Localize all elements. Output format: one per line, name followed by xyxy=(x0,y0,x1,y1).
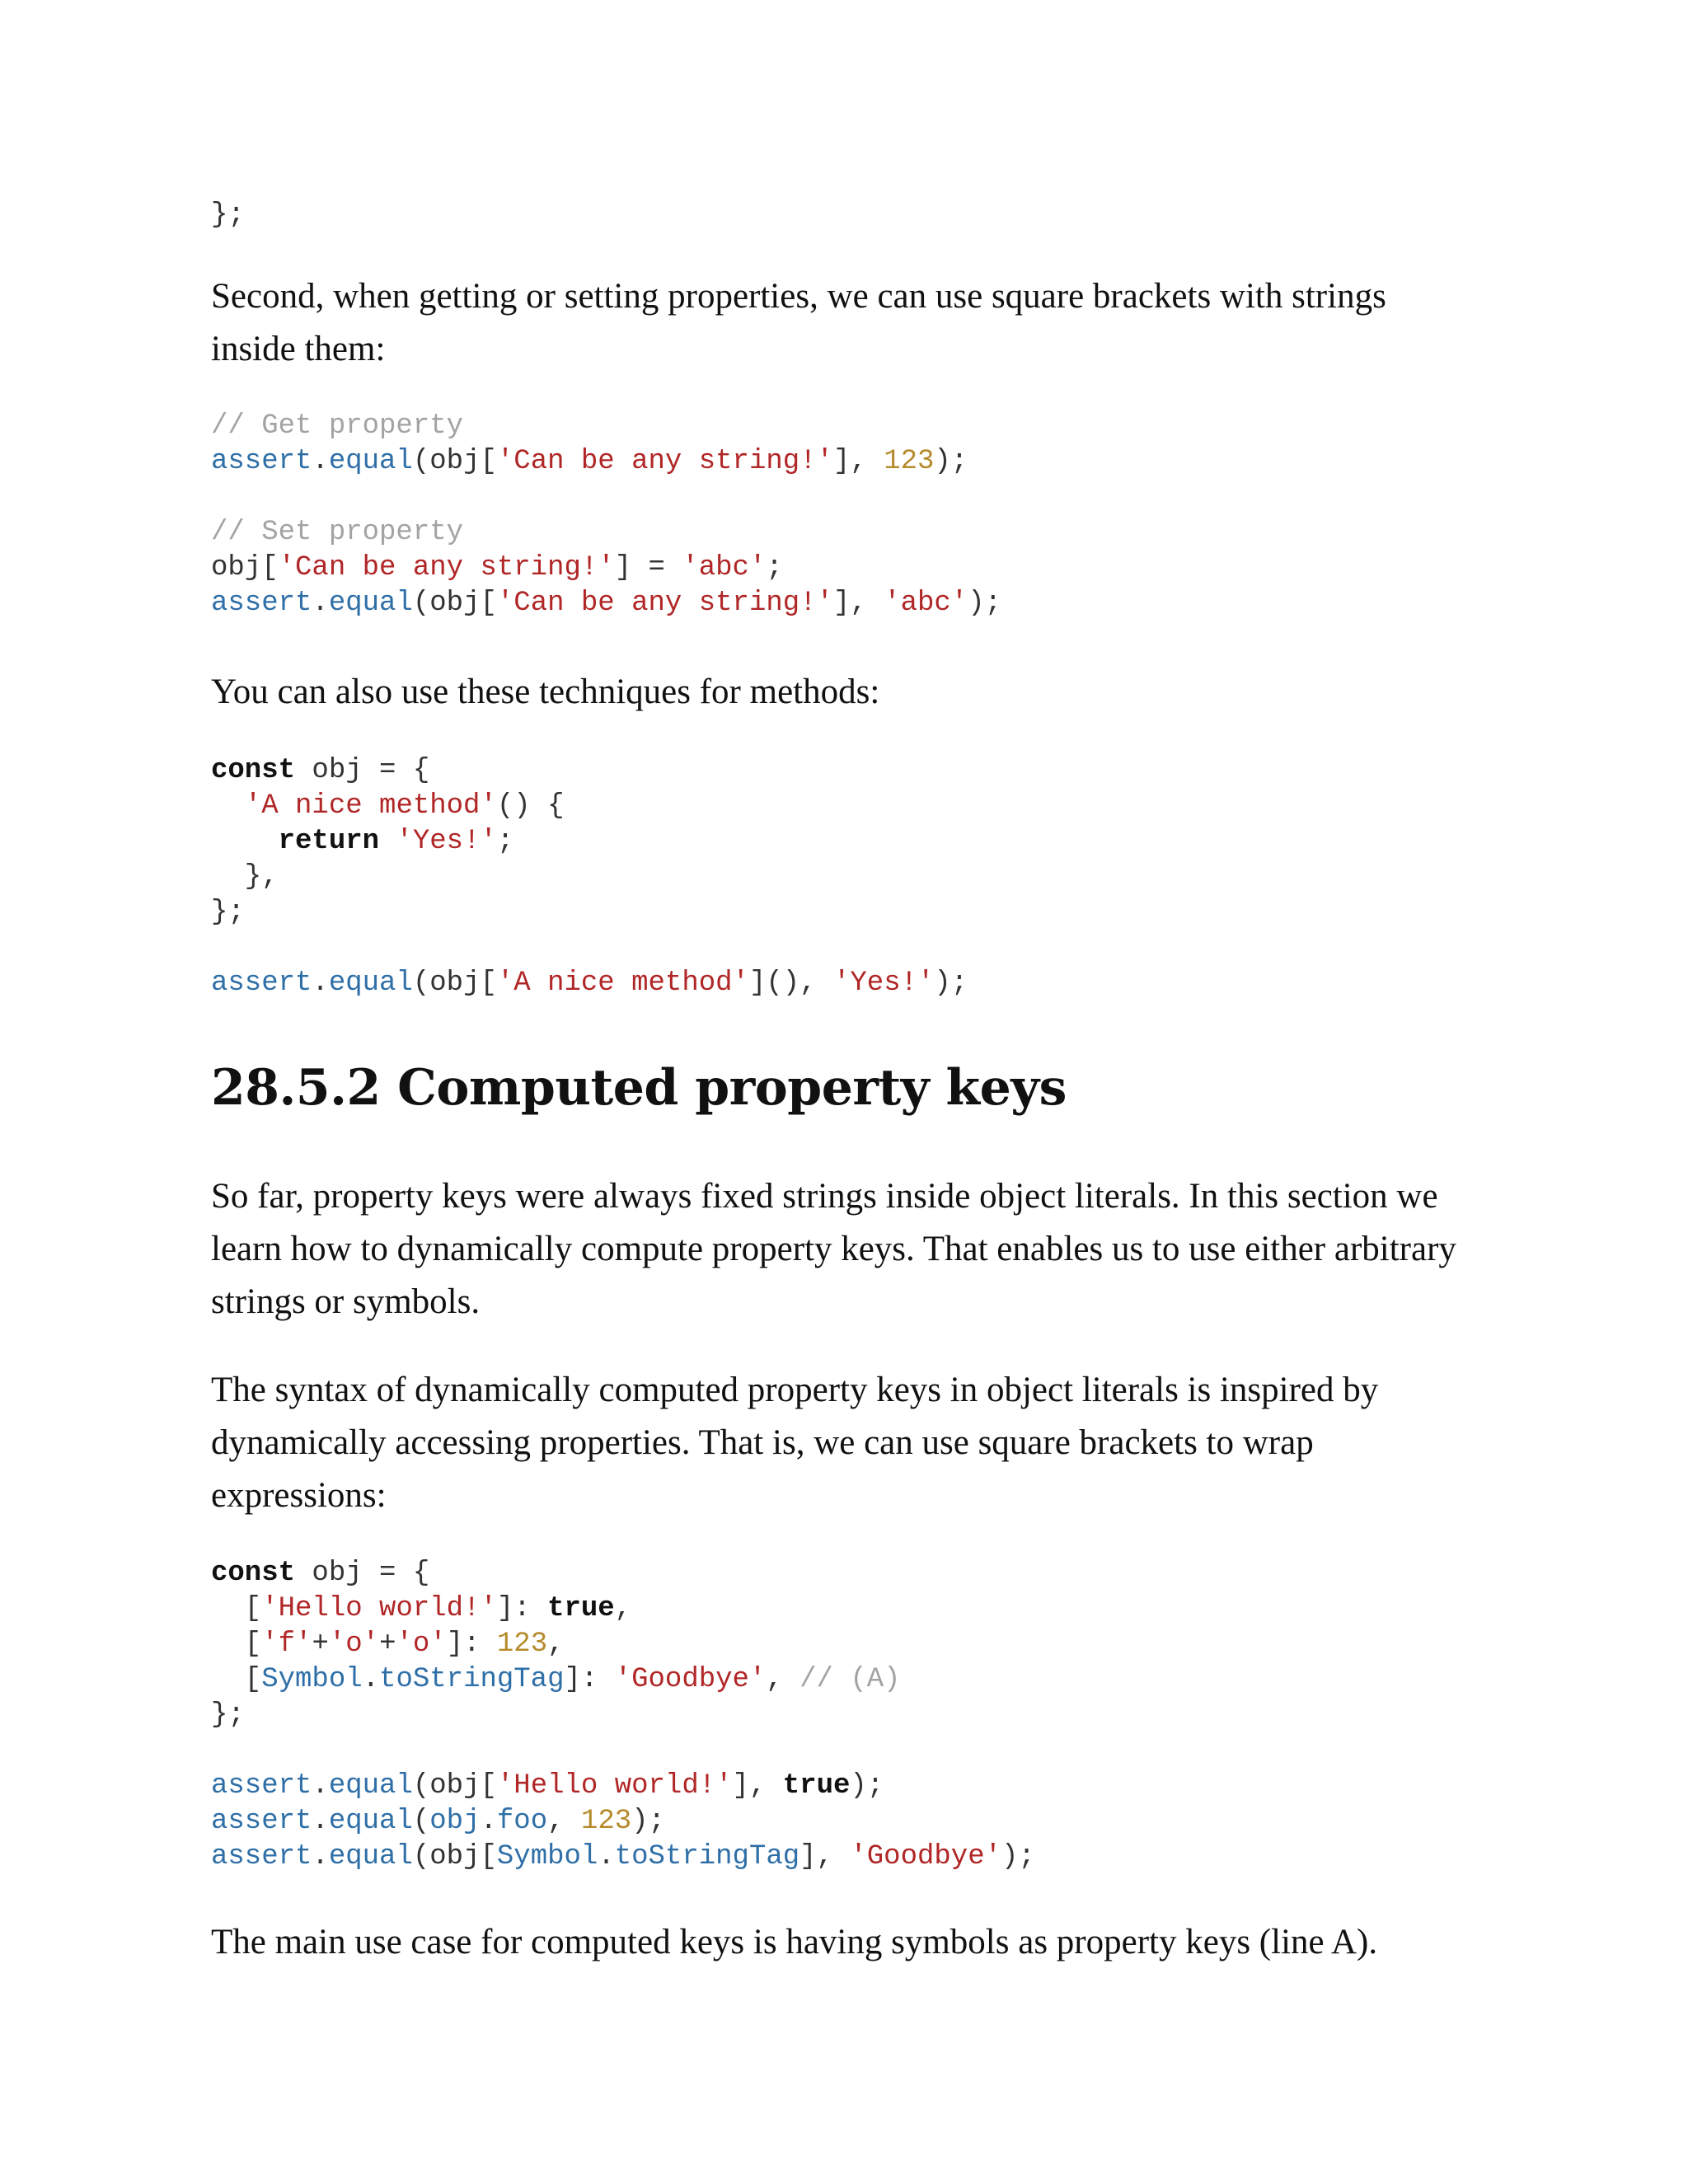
code-token: + xyxy=(312,1629,329,1660)
code-line xyxy=(211,789,968,824)
code-token: 'Can be any string!' xyxy=(278,552,615,583)
code-token: + xyxy=(379,1629,396,1660)
code-token: 'A nice method' xyxy=(244,790,497,822)
code-token: Symbol xyxy=(261,1664,363,1695)
code-token: const xyxy=(211,755,296,786)
code-line xyxy=(211,444,1001,480)
code-token: ( xyxy=(412,1806,430,1837)
code-line xyxy=(211,551,1001,586)
code-line xyxy=(211,930,968,966)
code-token: 'Goodbye' xyxy=(614,1664,767,1695)
code-token: foo xyxy=(496,1806,548,1837)
code-token: obj[ xyxy=(211,552,279,583)
code-token: return xyxy=(278,826,380,857)
code-token: const xyxy=(211,1558,296,1589)
code-line xyxy=(211,1591,1035,1627)
code-token: . xyxy=(598,1841,615,1872)
code-token: // Set property xyxy=(211,517,464,548)
code-token: assert xyxy=(211,446,312,477)
code-token: ]: xyxy=(446,1629,497,1660)
code-token: ], xyxy=(799,1841,851,1872)
code-token: (obj[ xyxy=(412,1841,497,1872)
code-token: 'o' xyxy=(328,1629,380,1660)
code-token: . xyxy=(480,1806,497,1837)
paragraph-use-case: The main use case for computed keys is having symbols as property keys (line A). xyxy=(211,1923,1378,1961)
code-token: toStringTag xyxy=(614,1841,800,1872)
code-token: // (A) xyxy=(799,1664,901,1695)
code-token: assert xyxy=(211,1841,312,1872)
code-line xyxy=(211,1662,1035,1698)
code-token: 'Hello world!' xyxy=(261,1593,497,1624)
code-token: ], xyxy=(832,446,884,477)
code-token: 123 xyxy=(580,1806,632,1837)
code-block-get-set xyxy=(211,409,1001,621)
code-token: ; xyxy=(496,826,514,857)
code-token: . xyxy=(362,1664,380,1695)
section-heading: 28.5.2 Computed property keys xyxy=(211,1059,1067,1117)
code-line xyxy=(211,860,968,895)
code-token: ); xyxy=(1001,1841,1035,1872)
code-token: assert xyxy=(211,968,312,999)
code-token: , xyxy=(547,1806,581,1837)
code-token: 'Hello world!' xyxy=(496,1770,733,1802)
code-token: , xyxy=(547,1629,565,1660)
code-token: obj = { xyxy=(295,755,430,786)
paragraph-bracket-intro: Second, when getting or setting properties, we can use square brackets with strings inside them: xyxy=(211,277,1386,368)
code-token: ], xyxy=(832,588,884,619)
code-line xyxy=(211,1840,1035,1875)
code-token: toStringTag xyxy=(379,1664,565,1695)
code-token: equal xyxy=(328,1841,413,1872)
code-token: (obj[ xyxy=(412,1770,497,1802)
code-token: // Get property xyxy=(211,410,464,442)
paragraph-methods-intro: You can also use these techniques for methods: xyxy=(211,673,880,711)
code-token: }; xyxy=(211,1699,245,1731)
code-token: 'abc' xyxy=(884,588,968,619)
code-token: 123 xyxy=(884,446,935,477)
code-block-computed xyxy=(211,1556,1035,1875)
code-token: true xyxy=(782,1770,851,1802)
code-token: . xyxy=(312,968,329,999)
code-token: . xyxy=(312,588,329,619)
code-token: . xyxy=(312,1806,329,1837)
code-token: ); xyxy=(934,446,968,477)
code-token: ); xyxy=(934,968,968,999)
code-token: equal xyxy=(328,446,413,477)
code-token: , xyxy=(766,1664,800,1695)
code-token: equal xyxy=(328,1806,413,1837)
code-token: assert xyxy=(211,1806,312,1837)
code-token: true xyxy=(547,1593,615,1624)
code-token: . xyxy=(312,1770,329,1802)
code-line xyxy=(211,1769,1035,1804)
code-token: Symbol xyxy=(496,1841,598,1872)
code-line xyxy=(211,586,1001,621)
code-line xyxy=(211,1627,1035,1662)
code-token: 'Goodbye' xyxy=(850,1841,1002,1872)
code-token: equal xyxy=(328,968,413,999)
code-token: }; xyxy=(211,897,245,928)
code-token: 'abc' xyxy=(682,552,767,583)
code-token: obj xyxy=(429,1806,481,1837)
code-token xyxy=(211,790,245,822)
code-token: [ xyxy=(211,1629,262,1660)
code-token: ); xyxy=(850,1770,884,1802)
code-line xyxy=(211,515,1001,551)
code-token: ]: xyxy=(564,1664,615,1695)
code-line xyxy=(211,895,968,930)
paragraph-syntax: The syntax of dynamically computed property keys in object literals is inspired by dynamically accessing properties. That is, we can use square brackets to wrap expressions: xyxy=(211,1371,1379,1515)
code-token: ]: xyxy=(496,1593,548,1624)
code-block-0 xyxy=(211,198,245,233)
code-token: }; xyxy=(211,199,245,231)
code-token: 123 xyxy=(496,1629,548,1660)
code-line xyxy=(211,753,968,789)
code-token: ; xyxy=(766,552,783,583)
code-token: }, xyxy=(211,861,279,893)
code-block-methods xyxy=(211,753,968,1001)
code-token: [ xyxy=(211,1664,262,1695)
code-token: 'f' xyxy=(261,1629,312,1660)
code-token: . xyxy=(312,1841,329,1872)
code-token: ](), xyxy=(748,968,833,999)
paragraph-computed-intro: So far, property keys were always fixed strings inside object literals. In this section we learn how to dynamically compute property keys. That enables us to use either arbitrary strings or symbols. xyxy=(211,1177,1456,1321)
code-token xyxy=(211,826,279,857)
code-token: equal xyxy=(328,588,413,619)
code-line xyxy=(211,824,968,860)
code-token xyxy=(379,826,396,857)
code-line xyxy=(211,1556,1035,1591)
code-line xyxy=(211,1804,1035,1840)
code-token: 'Can be any string!' xyxy=(496,588,833,619)
code-token: ); xyxy=(968,588,1002,619)
code-token: , xyxy=(614,1593,632,1624)
code-token: 'Yes!' xyxy=(396,826,497,857)
code-token: ], xyxy=(732,1770,783,1802)
code-token: obj = { xyxy=(295,1558,430,1589)
code-token: assert xyxy=(211,588,312,619)
code-token: assert xyxy=(211,1770,312,1802)
code-token: equal xyxy=(328,1770,413,1802)
code-token: ); xyxy=(631,1806,665,1837)
code-token: ] = xyxy=(614,552,682,583)
code-line xyxy=(211,1698,1035,1733)
code-token: 'Can be any string!' xyxy=(496,446,833,477)
code-line xyxy=(211,409,1001,444)
code-token: (obj[ xyxy=(412,588,497,619)
code-token: 'A nice method' xyxy=(496,968,749,999)
code-token: () { xyxy=(496,790,565,822)
code-token: (obj[ xyxy=(412,446,497,477)
code-token: 'Yes!' xyxy=(832,968,935,999)
code-token: [ xyxy=(211,1593,262,1624)
code-line xyxy=(211,1733,1035,1769)
code-line xyxy=(211,198,245,233)
code-token: . xyxy=(312,446,329,477)
code-line xyxy=(211,966,968,1001)
code-token: (obj[ xyxy=(412,968,497,999)
code-token: 'o' xyxy=(396,1629,447,1660)
code-line xyxy=(211,480,1001,515)
